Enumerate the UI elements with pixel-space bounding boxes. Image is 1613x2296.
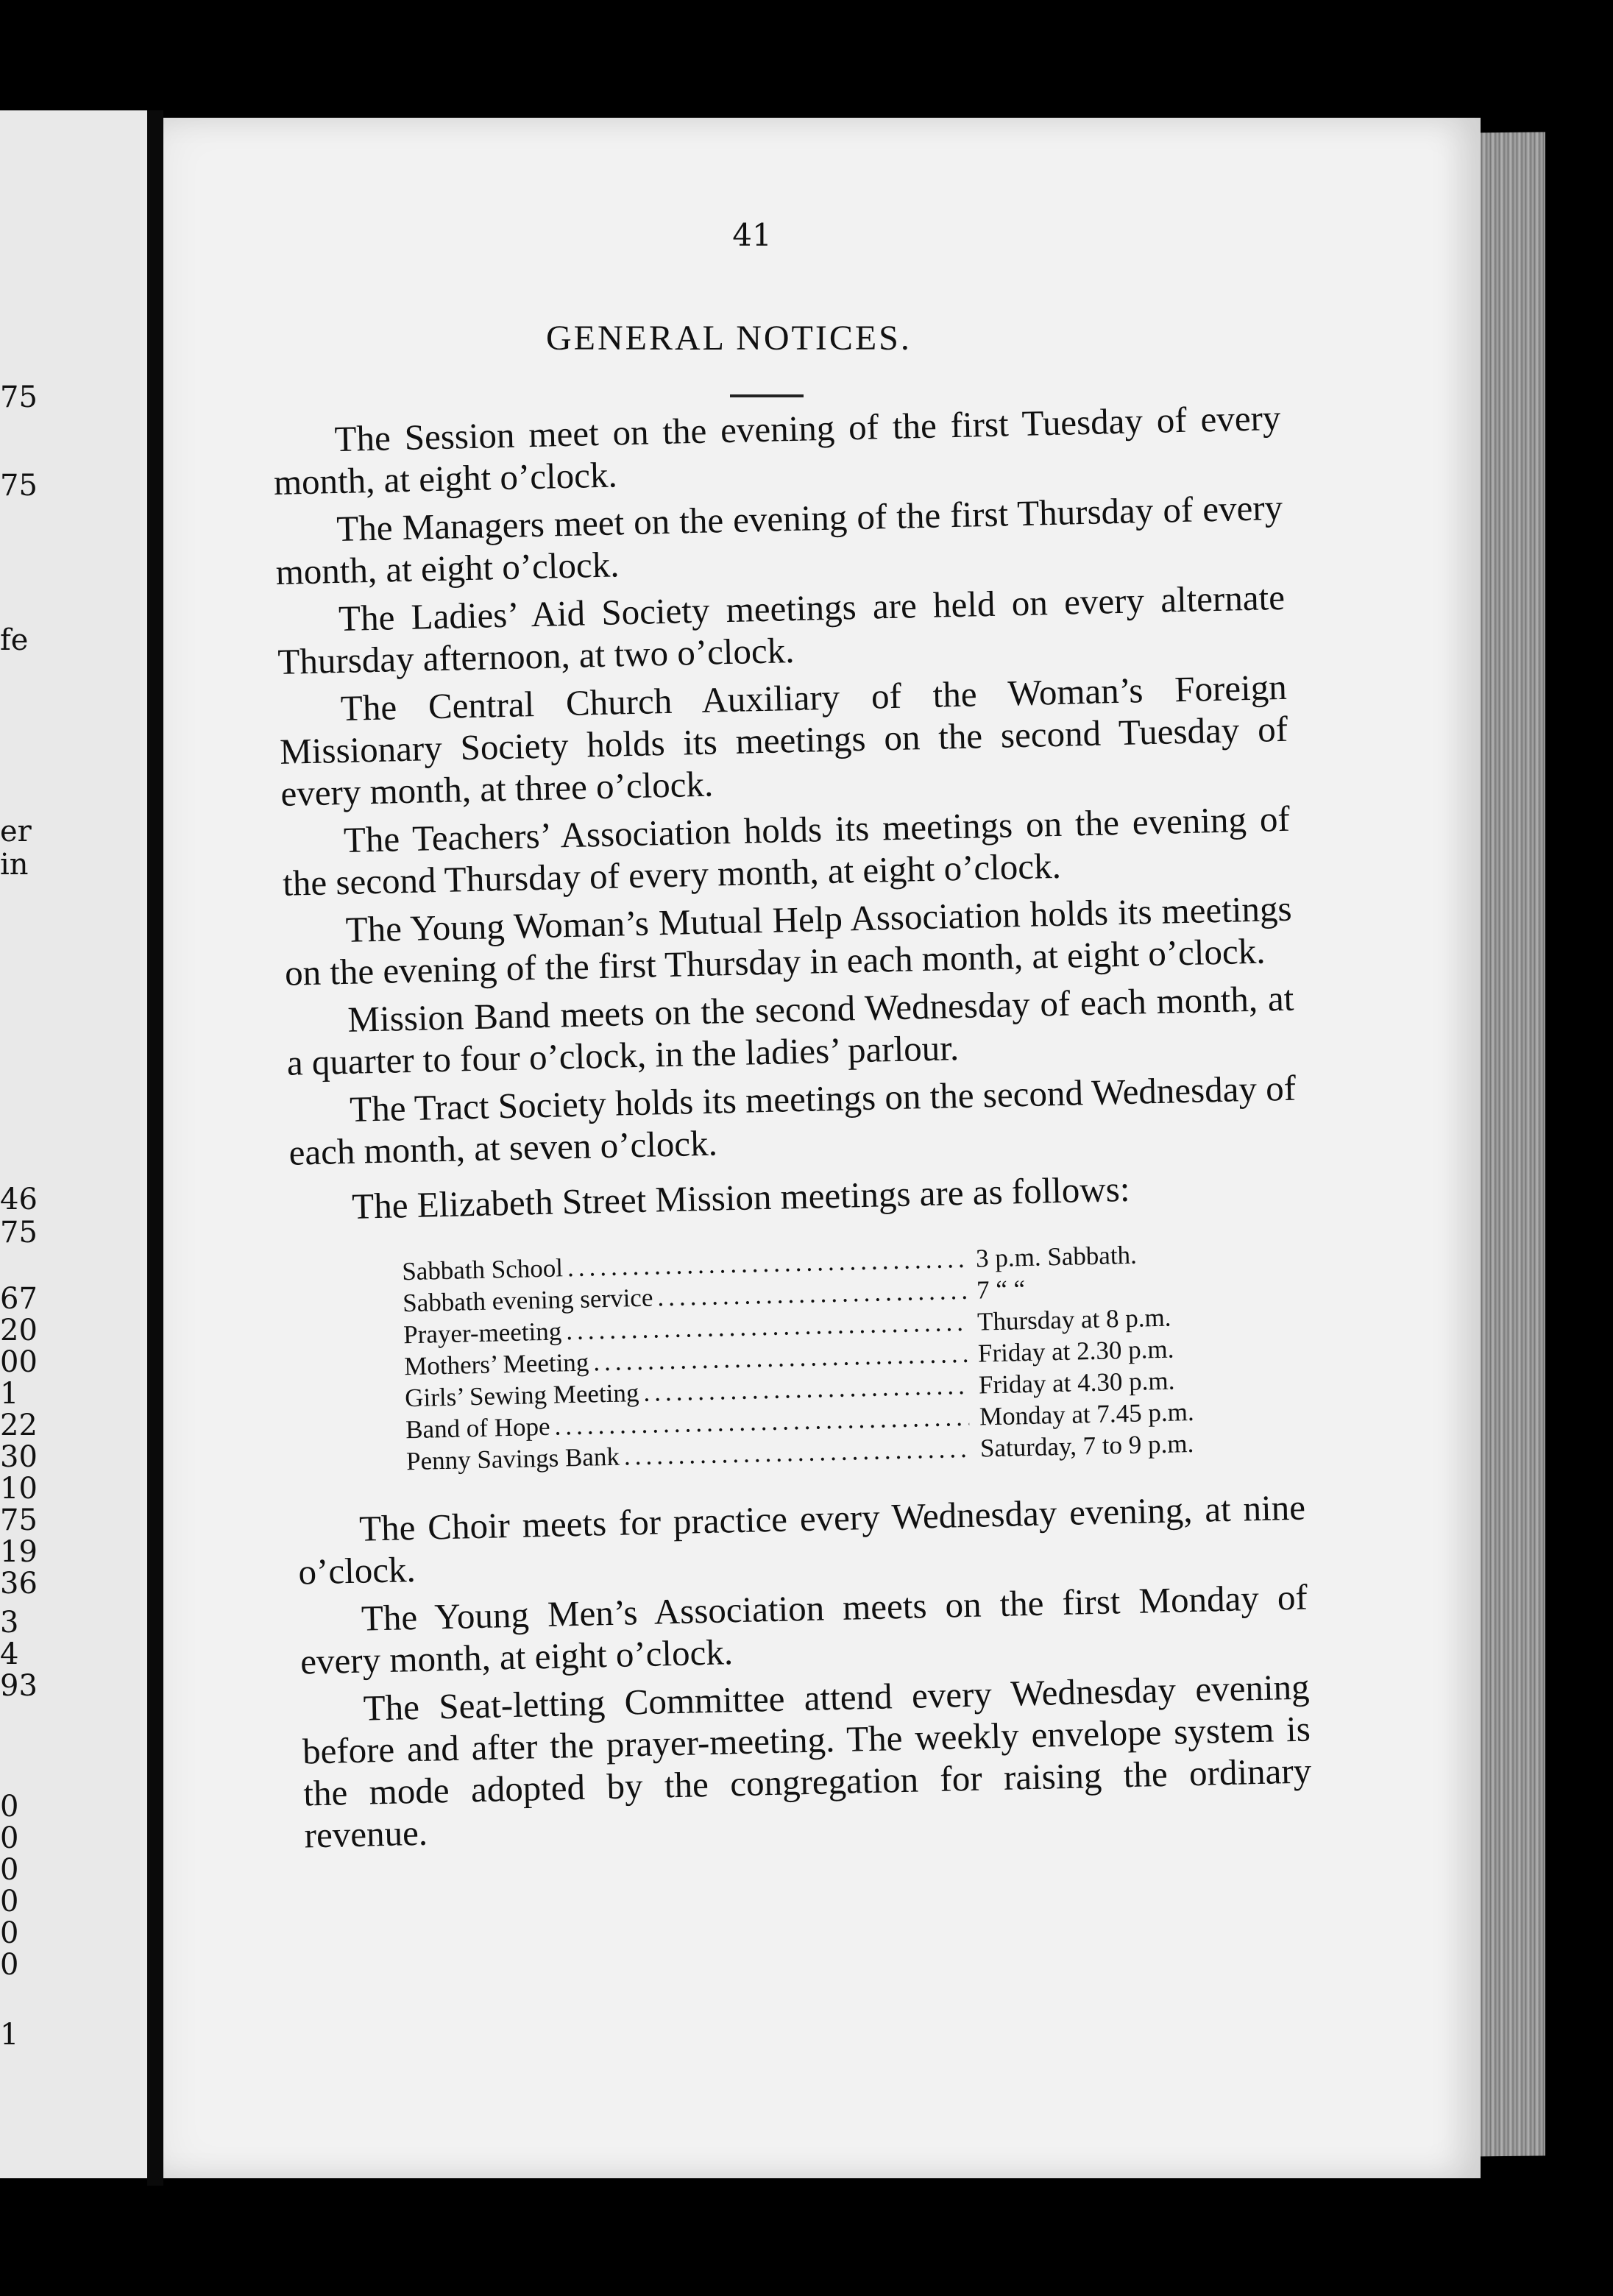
notice-paragraph: The Session meet on the evening of the first Tuesday of every month, at eight o’clock. xyxy=(273,397,1281,503)
margin-fragment: 0 xyxy=(0,1853,19,1887)
notice-paragraph: The Teachers’ Association holds its meetings on the evening of the second Thursday of every month, at eight o’clock. xyxy=(282,798,1291,904)
margin-fragment: 36 xyxy=(0,1567,38,1601)
schedule-item: Sabbath School xyxy=(401,1253,564,1286)
notice-paragraph: The Young Men’s Association meets on the first Monday of every month, at eight o’clock. xyxy=(299,1576,1308,1682)
mission-schedule xyxy=(402,1236,1290,1477)
margin-fragment: 20 xyxy=(0,1314,38,1347)
page-heading: GENERAL NOTICES. xyxy=(546,319,912,358)
notice-paragraph: The Ladies’ Aid Society meetings are held on every alternate Thursday afternoon, at two o’clock. xyxy=(277,576,1286,682)
schedule-time: 3 p.m. Sabbath. xyxy=(975,1240,1138,1273)
margin-fragment: 10 xyxy=(0,1472,38,1506)
margin-fragment: 75 xyxy=(0,469,38,503)
margin-fragment: 1 xyxy=(0,2018,19,2052)
notice-paragraph: The Seat-letting Committee attend every Wednesday evening before and after the prayer-meeting. The weekly envelope system is the mode adopted by the congregation for raising the ordinary revenue. xyxy=(302,1666,1312,1856)
schedule-time: 7 “ “ xyxy=(976,1275,1026,1305)
margin-fragment: 0 xyxy=(0,1790,19,1824)
notice-paragraph: Mission Band meets on the second Wednesday of each month, at a quarter to four o’clock, in the ladies’ parlour. xyxy=(286,977,1294,1083)
schedule-item: Girls’ Sewing Meeting xyxy=(404,1378,639,1413)
page-number: 41 xyxy=(732,217,772,253)
margin-fragment: 30 xyxy=(0,1440,38,1474)
margin-fragment: 1 xyxy=(0,1377,19,1411)
dot-leader xyxy=(623,1433,970,1473)
schedule-item: Band of Hope xyxy=(405,1411,550,1445)
margin-fragment: 0 xyxy=(0,1916,19,1950)
book-page xyxy=(163,118,1481,2178)
margin-fragment: 0 xyxy=(0,1885,19,1918)
margin-fragment: 22 xyxy=(0,1409,38,1442)
margin-fragment: 93 xyxy=(0,1669,38,1703)
schedule-time: Thursday at 8 p.m. xyxy=(976,1303,1171,1336)
margin-fragment: in xyxy=(0,848,29,882)
margin-fragment: 19 xyxy=(0,1535,38,1569)
notice-paragraph: The Young Woman’s Mutual Help Association holds its meetings on the evening of the first Thursday in each month, at eight o’clock. xyxy=(284,887,1293,993)
schedule-item: Penny Savings Bank xyxy=(405,1442,620,1476)
schedule-item: Mothers’ Meeting xyxy=(403,1347,589,1381)
facing-page-fragment xyxy=(0,110,147,2178)
notice-paragraph: The Managers meet on the evening of the first Thursday of every month, at eight o’clock. xyxy=(275,486,1283,592)
mission-intro: The Elizabeth Street Mission meetings are as follows: xyxy=(351,1168,1130,1227)
notices-body xyxy=(272,397,1313,1863)
margin-fragment: 00 xyxy=(0,1345,38,1379)
notice-paragraph: The Tract Society holds its meetings on the second Wednesday of each month, at seven o’clock. xyxy=(288,1067,1297,1173)
schedule-time: Saturday, 7 to 9 p.m. xyxy=(979,1428,1194,1463)
schedule-time: Monday at 7.45 p.m. xyxy=(979,1397,1194,1431)
notice-paragraph: The Choir meets for practice every Wednesday evening, at nine o’clock. xyxy=(297,1487,1306,1592)
book-gutter xyxy=(147,110,163,2186)
schedule-item: Sabbath evening service xyxy=(402,1283,653,1318)
margin-fragment: 4 xyxy=(0,1637,19,1671)
margin-fragment: 75 xyxy=(0,1216,38,1250)
margin-fragment: 0 xyxy=(0,1821,19,1855)
margin-fragment: er xyxy=(0,815,32,848)
heading-rule xyxy=(730,394,804,397)
margin-fragment: 46 xyxy=(0,1183,38,1216)
margin-fragment: 3 xyxy=(0,1606,19,1640)
schedule-time: Friday at 4.30 p.m. xyxy=(978,1366,1175,1400)
schedule-time: Friday at 2.30 p.m. xyxy=(977,1334,1174,1368)
margin-fragment: 75 xyxy=(0,380,38,414)
margin-fragment: 0 xyxy=(0,1948,19,1982)
margin-fragment: fe xyxy=(0,623,29,657)
notice-paragraph: The Central Church Auxiliary of the Woman’s Foreign Missionary Society holds its meetings on the second Tuesday of every month, at three o’clock. xyxy=(279,666,1288,814)
margin-fragment: 75 xyxy=(0,1503,38,1537)
margin-fragment: 67 xyxy=(0,1282,38,1316)
schedule-item: Prayer-meeting xyxy=(403,1317,562,1350)
